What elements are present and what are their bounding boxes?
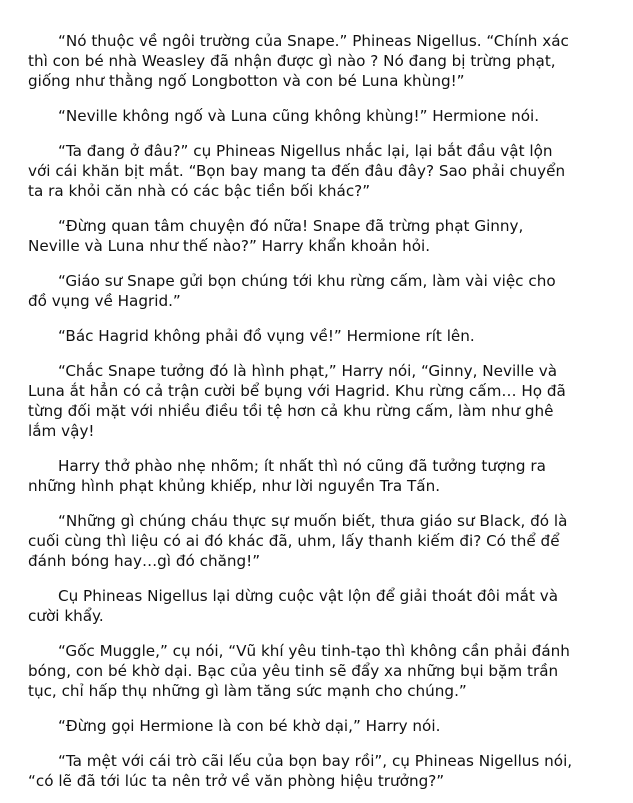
paragraph: “Ta mệt với cái trò cãi lếu của bọn bay rồi”, cụ Phineas Nigellus nói, “có lẽ đã tới lúc ta nên trở về văn phòng hiệu trưởng?” bbox=[28, 752, 573, 790]
paragraph: “Những gì chúng cháu thực sự muốn biết, thưa giáo sư Black, đó là cuối cùng thì liệu có ai đó khác đã, uhm, lấy thanh kiếm đi? Có thể để đánh bóng hay…gì đó chăng!” bbox=[28, 512, 568, 570]
paragraph: “Chắc Snape tưởng đó là hình phạt,” Harry nói, “Ginny, Neville và Luna ắt hẳn có cả trận cười bể bụng với Hagrid. Khu rừng cấm… Họ đã từng đối mặt với nhiều điều tồi tệ hơn cả khu rừng cấm, làm như ghê lắm vậy! bbox=[28, 362, 566, 440]
paragraph: “Ta đang ở đâu?” cụ Phineas Nigellus nhắc lại, lại bắt đầu vật lộn với cái khăn bịt mắt. “Bọn bay mang ta đến đâu đây? Sao phải chuyển ta ra khỏi căn nhà có các bậc tiền bối khác?” bbox=[28, 142, 566, 200]
paragraph: “Giáo sư Snape gửi bọn chúng tới khu rừng cấm, làm vài việc cho đồ vụng về Hagrid.” bbox=[28, 272, 556, 310]
paragraph: “Nó thuộc về ngôi trường của Snape.” Phineas Nigellus. “Chính xác thì con bé nhà Weasley đã nhận được gì nào ? Nó đang bị trừng phạt, giống như thằng ngố Longbotton và con bé Luna khùng!” bbox=[28, 32, 569, 90]
paragraph: “Gốc Muggle,” cụ nói, “Vũ khí yêu tinh-tạo thì không cần phải đánh bóng, con bé khờ dại. Bạc của yêu tinh sẽ đẩy xa những bụi bặm trần tục, chỉ hấp thụ những gì làm tăng sức mạnh cho chúng.” bbox=[28, 642, 570, 700]
paragraph: “Đừng gọi Hermione là con bé khờ dại,” Harry nói. bbox=[58, 717, 441, 735]
paragraph: “Neville không ngố và Luna cũng không khùng!” Hermione nói. bbox=[58, 107, 540, 125]
paragraph: “Đừng quan tâm chuyện đó nữa! Snape đã trừng phạt Ginny, Neville và Luna như thế nào?” Harry khẩn khoản hỏi. bbox=[28, 217, 524, 255]
paragraph: “Bác Hagrid không phải đồ vụng về!” Hermione rít lên. bbox=[58, 327, 475, 345]
paragraph: Cụ Phineas Nigellus lại dừng cuộc vật lộn để giải thoát đôi mắt và cười khẩy. bbox=[28, 587, 559, 625]
paragraph: Harry thở phào nhẹ nhõm; ít nhất thì nó cũng đã tưởng tượng ra những hình phạt khủng khiếp, như lời nguyền Tra Tấn. bbox=[28, 457, 546, 495]
